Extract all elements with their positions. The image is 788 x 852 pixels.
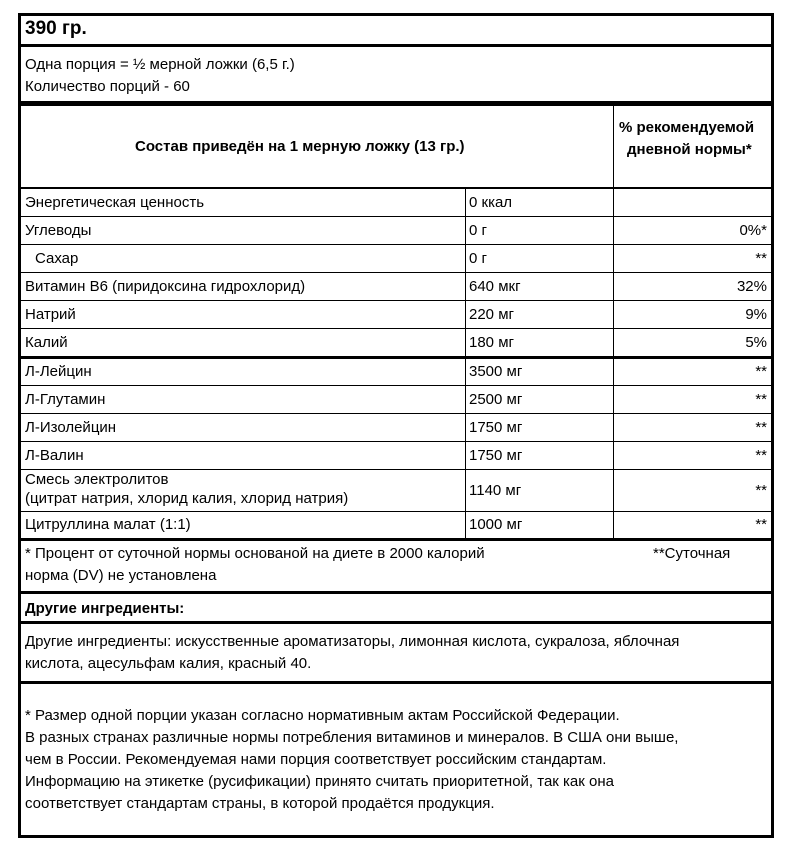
disclaimer-line: В разных странах различные нормы потребления витаминов и минералов. В США они выше, [25, 729, 679, 746]
table-row [21, 470, 771, 512]
table-row [21, 273, 771, 301]
nutrient-amount: 0 ккал [469, 194, 513, 211]
nutrient-name: Сахар [35, 250, 79, 267]
package-weight: 390 гр. [25, 18, 87, 39]
nutrient-dv: 9% [745, 306, 767, 323]
nutrient-name: Углеводы [25, 222, 92, 239]
divider-thick [21, 681, 771, 684]
nutrient-dv: 0%* [739, 222, 767, 239]
header-col-divider [613, 106, 614, 188]
table-row [21, 386, 771, 414]
nutrient-name: Калий [25, 334, 68, 351]
dv-col-divider [613, 359, 614, 539]
disclaimer-line: чем в России. Рекомендуемая нами порция соответствует российским стандартам. [25, 751, 607, 768]
amino-amount: 2500 мг [469, 391, 523, 408]
divider-thick [21, 591, 771, 594]
amino-amount: 1140 мг [469, 482, 522, 499]
nutrient-dv: ** [755, 250, 767, 267]
amount-col-divider [465, 188, 466, 356]
amino-dv: ** [755, 447, 767, 464]
nutrient-name: Натрий [25, 306, 76, 323]
amino-amount: 1750 мг [469, 447, 523, 464]
nutrient-amount: 0 г [469, 250, 487, 267]
amino-name: Л-Валин [25, 447, 84, 464]
nutrient-name: Энергетическая ценность [25, 194, 205, 211]
serving-size: Одна порция = ½ мерной ложки (6,5 г.) [25, 56, 295, 73]
amino-dv: ** [755, 363, 767, 380]
table-row [21, 245, 771, 273]
servings-count: Количество порций - 60 [25, 78, 190, 95]
table-row [21, 329, 771, 357]
dv-footnote-right: **Суточная [653, 545, 731, 562]
nutrient-amount: 220 мг [469, 306, 514, 323]
dv-footnote-line2: норма (DV) не установлена [25, 567, 217, 584]
table-row [21, 414, 771, 442]
table-row [21, 442, 771, 470]
amino-dv: ** [755, 391, 767, 408]
other-ingredients-text: Другие ингредиенты: искусственные ароматизаторы, лимонная кислота, сукралоза, яблочная [25, 633, 680, 650]
table-row [21, 512, 771, 540]
divider-thick [21, 538, 771, 541]
amino-amount: 1000 мг [469, 516, 523, 533]
other-ingredients-heading: Другие ингредиенты: [25, 600, 185, 617]
amino-name: Л-Изолейцин [25, 419, 117, 436]
disclaimer-line: * Размер одной порции указан согласно нормативным актам Российской Федерации. [25, 707, 620, 724]
nutrient-dv: 5% [745, 334, 767, 351]
amino-name: Цитруллина малат (1:1) [25, 516, 191, 533]
amino-amount: 1750 мг [469, 419, 523, 436]
amino-name: Л-Лейцин [25, 363, 92, 380]
amino-dv: ** [755, 419, 767, 436]
divider-thick [21, 101, 771, 106]
nutrient-amount: 180 мг [469, 334, 514, 351]
disclaimer-line: Информацию на этикетке (русификации) принято считать приоритетной, так как она [25, 773, 614, 790]
nutrition-label [18, 13, 774, 838]
dv-footnote: * Процент от суточной нормы основаной на диете в 2000 калорий [25, 545, 485, 562]
dv-header-line2: дневной нормы* [627, 141, 752, 158]
amino-name: Л-Глутамин [25, 391, 106, 408]
dv-header-line1: % рекомендуемой [619, 119, 755, 136]
composition-header: Состав приведён на 1 мерную ложку (13 гр.) [135, 138, 465, 155]
amino-dv: ** [755, 516, 767, 533]
nutrient-name: Витамин В6 (пиридоксина гидрохлорид) [25, 278, 306, 295]
amino-name: Смесь электролитов [25, 471, 169, 488]
divider-thick [21, 621, 771, 624]
divider [21, 44, 771, 47]
amount-col-divider [465, 359, 466, 539]
nutrient-amount: 0 г [469, 222, 487, 239]
amino-name-detail: (цитрат натрия, хлорид калия, хлорид натрия) [25, 490, 349, 507]
table-row [21, 359, 771, 386]
amino-amount: 3500 мг [469, 363, 523, 380]
table-row [21, 301, 771, 329]
nutrient-amount: 640 мкг [469, 278, 521, 295]
amino-dv: ** [755, 482, 767, 499]
dv-col-divider [613, 188, 614, 356]
table-row [21, 189, 771, 217]
other-ingredients-text-line2: кислота, ацесульфам калия, красный 40. [25, 655, 312, 672]
disclaimer-line: соответствует стандартам страны, в которой продаётся продукция. [25, 795, 495, 812]
table-row [21, 217, 771, 245]
nutrient-dv: 32% [736, 278, 767, 295]
